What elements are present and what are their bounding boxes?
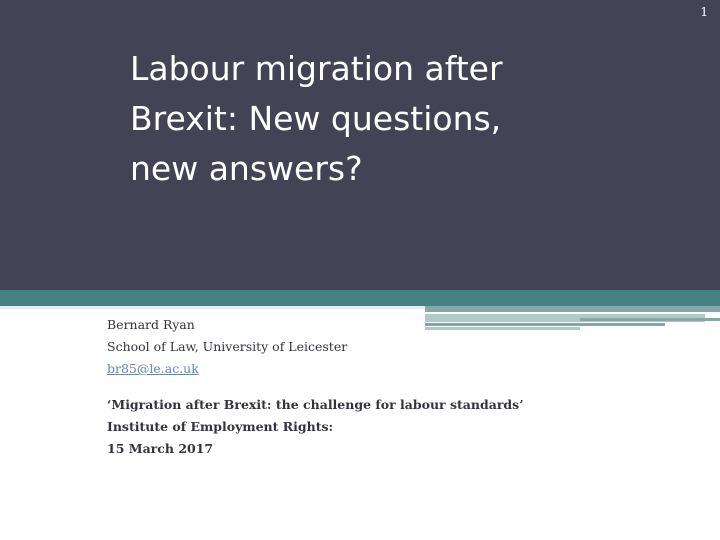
accent-bar-light xyxy=(0,306,425,309)
organizer: Institute of Employment Rights: xyxy=(107,419,334,434)
subtitle-block xyxy=(107,314,537,460)
event-date: 15 March 2017 xyxy=(107,441,214,456)
slide-number: 1 xyxy=(700,5,708,19)
accent-bar-main xyxy=(0,290,720,306)
author-affiliation: School of Law, University of Leicester xyxy=(107,339,348,354)
slide-title xyxy=(130,44,600,194)
event-title: ‘Migration after Brexit: the challenge for labour standards’ xyxy=(107,397,524,412)
email-link[interactable]: br85@le.ac.uk xyxy=(107,361,199,376)
title-line-2: Brexit: New questions, xyxy=(130,99,502,138)
title-line-1: Labour migration after xyxy=(130,49,503,88)
title-line-3: new answers? xyxy=(130,149,363,188)
author-name: Bernard Ryan xyxy=(107,317,195,332)
accent-bar-2 xyxy=(425,306,720,312)
accent-bar-5 xyxy=(580,318,720,321)
